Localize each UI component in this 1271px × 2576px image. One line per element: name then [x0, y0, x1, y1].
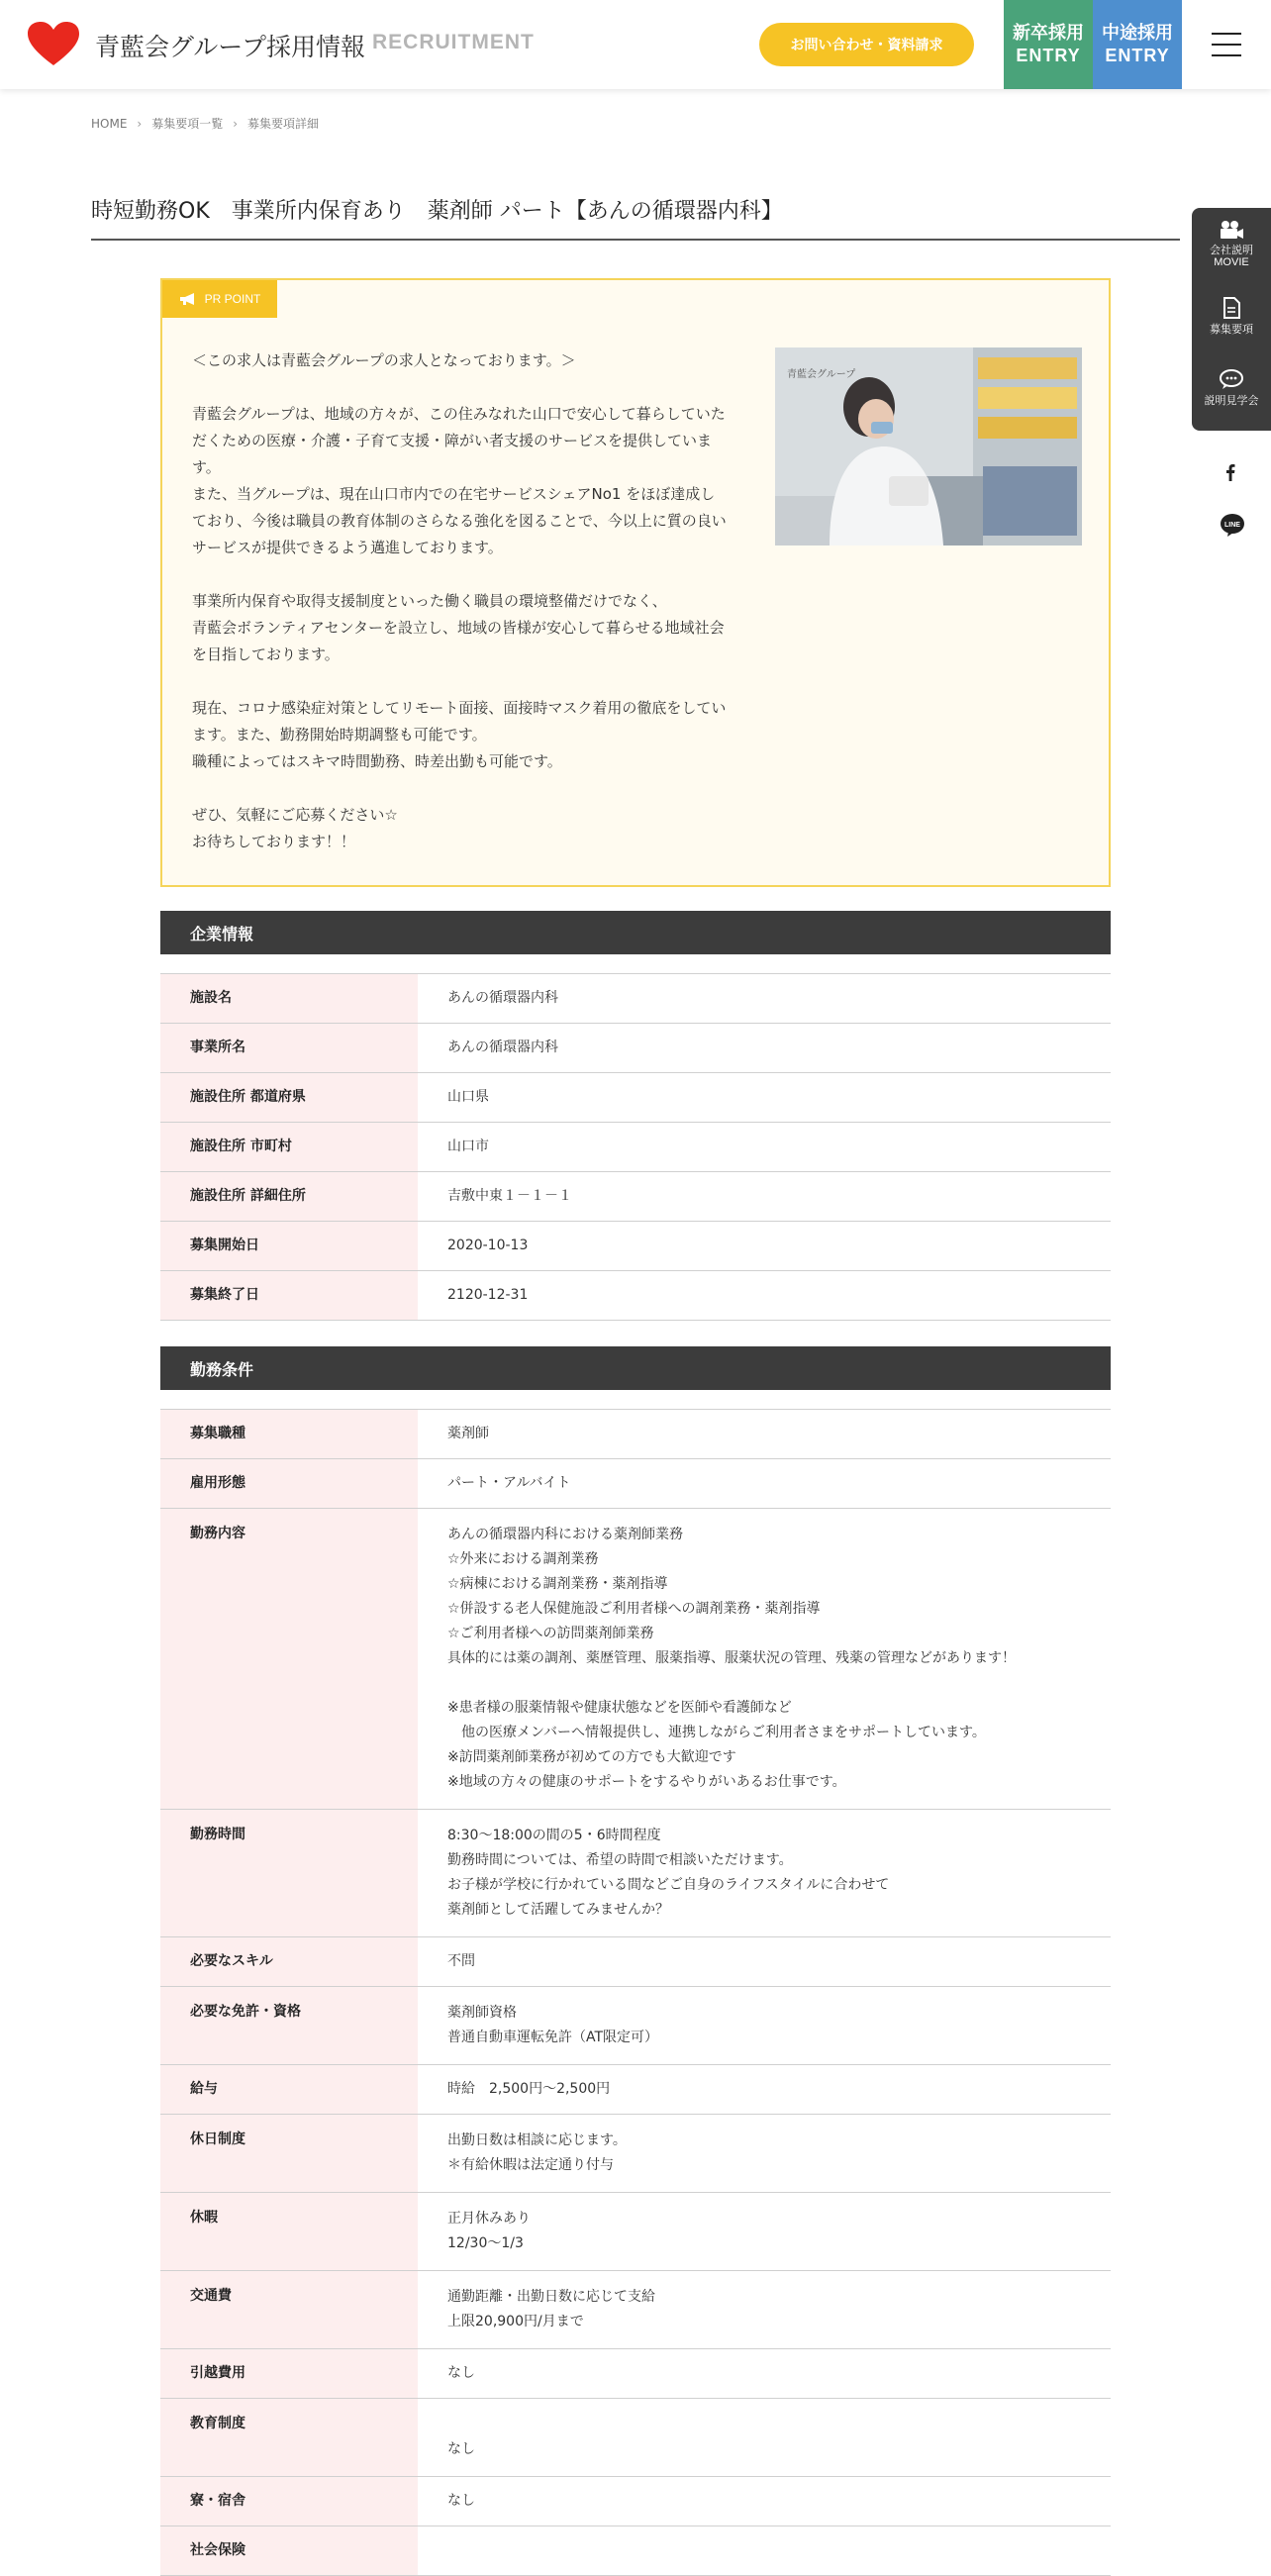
- table-row: [160, 1459, 1111, 1509]
- table-row: [160, 1123, 1111, 1172]
- table-row: [160, 1987, 1111, 2065]
- row-value: [418, 2526, 1111, 2575]
- pr-text: [192, 347, 727, 882]
- row-label: 教育制度: [160, 2399, 418, 2476]
- row-label: 勤務内容: [160, 1509, 418, 1809]
- row-label: 施設住所 詳細住所: [160, 1172, 418, 1221]
- pr-point-label: PR POINT: [204, 292, 261, 306]
- line-icon[interactable]: [1220, 513, 1245, 537]
- site-header: [0, 0, 1271, 89]
- heart-logo-icon[interactable]: [28, 22, 79, 67]
- row-label: 施設住所 市町村: [160, 1123, 418, 1171]
- row-value: 山口県: [447, 1089, 489, 1105]
- row-label: 給与: [160, 2065, 418, 2114]
- new-entry-label: 新卒採用: [1013, 22, 1084, 44]
- pr-paragraph: 現在、コロナ感染症対策としてリモート面接、面接時マスク着用の徹底をしています。また、勤務開始時期調整も可能です。 職種によってはスキマ時間勤務、時差出勤も可能です。: [192, 699, 727, 770]
- mid-career-entry-button[interactable]: [1093, 0, 1182, 89]
- pr-point-badge: [162, 280, 277, 318]
- row-label: 引越費用: [160, 2349, 418, 2398]
- row-value: 正月休みあり 12/30～1/3: [447, 2211, 531, 2251]
- pharmacist-photo: [775, 347, 1082, 545]
- row-label: 勤務時間: [160, 1810, 418, 1936]
- row-value: 8:30～18:00の間の5・6時間程度 勤務時間については、希望の時間で相談いただけます。 お子様が学校に行かれている間などご自身のライフスタイルに合わせて 薬剤師として活躍してみませんか？: [447, 1828, 890, 1918]
- row-value: あんの循環器内科: [447, 1040, 558, 1055]
- side-floating-nav: [1192, 208, 1271, 431]
- work-conditions-heading: 勤務条件: [160, 1346, 1111, 1390]
- row-label: 雇用形態: [160, 1459, 418, 1508]
- row-label: 休日制度: [160, 2115, 418, 2192]
- table-row: [160, 1024, 1111, 1073]
- row-label: 施設住所 都道府県: [160, 1073, 418, 1122]
- row-label: 社会保険: [160, 2526, 418, 2575]
- side-seminar-label: 説明見学会: [1204, 394, 1259, 407]
- pr-paragraph: ＜この求人は青藍会グループの求人となっております。＞: [192, 351, 576, 369]
- new-graduate-entry-button[interactable]: [1004, 0, 1093, 89]
- row-label: 募集開始日: [160, 1222, 418, 1270]
- video-camera-icon: [1219, 220, 1244, 240]
- pr-paragraph: 事業所内保育や取得支援制度といった働く職員の環境整備だけでなく、 青藍会ボランティアセンターを設立し、地域の皆様が安心して暮らせる地域社会を目指しております。: [192, 592, 725, 663]
- row-label: 寮・宿舎: [160, 2477, 418, 2526]
- pr-point-box: [160, 278, 1111, 887]
- row-value: なし: [447, 2365, 475, 2381]
- breadcrumb-current: 募集要項詳細: [247, 117, 320, 131]
- chevron-right-icon: ›: [233, 116, 239, 131]
- row-value: 薬剤師: [447, 1426, 489, 1441]
- table-row: [160, 1073, 1111, 1123]
- side-recruit-link[interactable]: [1192, 297, 1271, 336]
- breadcrumb: [91, 115, 319, 132]
- row-value: 薬剤師資格 普通自動車運転免許（AT限定可）: [447, 2005, 659, 2045]
- mid-entry-label: 中途採用: [1102, 22, 1173, 44]
- row-value: 2020-10-13: [447, 1238, 529, 1253]
- row-value: 時給 2,500円～2,500円: [447, 2081, 611, 2097]
- pr-paragraph: 青藍会グループは、地域の方々が、この住みなれた山口で安心して暮らしていただくための医療・介護・子育て支援・障がい者支援のサービスを提供しています。 また、当グループは、現在山口市内での在宅サービスシェアNo1 をほぼ達成しており、今後は職員の教育体制のさらなる強化を図ることで、今以上に質の良いサービスが提供できるよう邁進しております。: [192, 405, 727, 556]
- row-value: なし: [447, 2441, 475, 2457]
- contact-button[interactable]: お問い合わせ・資料請求: [759, 23, 974, 66]
- row-label: 募集終了日: [160, 1271, 418, 1320]
- side-recruit-label: 募集要項: [1210, 323, 1253, 336]
- svg-text:LINE: LINE: [1224, 522, 1240, 529]
- table-row: [160, 2193, 1111, 2271]
- row-label: 必要なスキル: [160, 1937, 418, 1986]
- row-value: 出勤日数は相談に応じます。 ＊有給休暇は法定通り付与: [447, 2132, 627, 2173]
- row-value: 吉敷中東１－１－１: [447, 1188, 572, 1204]
- row-value: あんの循環器内科: [447, 990, 558, 1006]
- table-row: [160, 2526, 1111, 2576]
- side-movie-sublabel: MOVIE: [1214, 256, 1249, 269]
- table-row: [160, 2349, 1111, 2399]
- row-value: なし: [447, 2493, 475, 2509]
- side-movie-label: 会社説明: [1210, 244, 1253, 256]
- megaphone-icon: [179, 292, 197, 306]
- table-row: [160, 1222, 1111, 1271]
- site-subtitle: RECRUITMENT: [372, 31, 535, 53]
- table-row: [160, 1271, 1111, 1321]
- table-row: [160, 2065, 1111, 2115]
- table-row: [160, 2477, 1111, 2526]
- site-title[interactable]: 青藍会グループ採用情報: [95, 33, 366, 61]
- row-label: 施設名: [160, 974, 418, 1023]
- photo-caption: 青藍会グループ: [787, 369, 856, 380]
- breadcrumb-recruit-list[interactable]: 募集要項一覧: [151, 117, 224, 131]
- row-value: あんの循環器内科における薬剤師業務 ☆外来における調剤業務 ☆病棟における調剤業務・薬剤指導 ☆併設する老人保健施設ご利用者様への調剤業務・薬剤指導 ☆ご利用者様への訪問薬剤師業務 具体的には薬の調剤、薬歴管理、服薬指導、服薬状況の管理、残薬の管理などがあります！ ※患者様の服薬情報や健康状態などを医師や看護師など 他の医療メンバーへ情報提供し、連携しながらご利用者さまをサポートしています。 ※訪問薬剤師業務が初めての方でも大歓迎です ※地域の方々の健康のサポートをするやりがいあるお仕事です。: [447, 1527, 1016, 1790]
- row-value: 2120-12-31: [447, 1287, 529, 1303]
- row-value: 山口市: [447, 1139, 489, 1154]
- table-row: [160, 2115, 1111, 2193]
- mid-entry-sublabel: ENTRY: [1105, 46, 1170, 65]
- facebook-icon[interactable]: [1220, 461, 1241, 483]
- row-label: 募集職種: [160, 1410, 418, 1458]
- table-row: [160, 1172, 1111, 1222]
- breadcrumb-home[interactable]: HOME: [91, 116, 128, 131]
- table-row: [160, 1810, 1111, 1937]
- hamburger-menu-icon[interactable]: [1212, 33, 1241, 56]
- row-value: パート・アルバイト: [447, 1475, 571, 1491]
- chevron-right-icon: ›: [137, 116, 143, 131]
- table-row: [160, 2271, 1111, 2349]
- row-value: 不問: [447, 1953, 475, 1969]
- row-label: 休暇: [160, 2193, 418, 2270]
- row-label: 交通費: [160, 2271, 418, 2348]
- page-title: 時短勤務OK 事業所内保育あり 薬剤師 パート【あんの循環器内科】: [91, 194, 1180, 241]
- table-row: [160, 974, 1111, 1024]
- table-row: [160, 1509, 1111, 1810]
- side-movie-link[interactable]: [1192, 220, 1271, 269]
- row-label: 必要な免許・資格: [160, 1987, 418, 2064]
- table-row: [160, 1410, 1111, 1459]
- row-value: 通勤距離・出勤日数に応じて支給 上限20,900円/月まで: [447, 2289, 655, 2329]
- pr-paragraph: ぜひ、気軽にご応募ください☆ お待ちしております！！: [192, 806, 398, 850]
- company-info-heading: 企業情報: [160, 911, 1111, 954]
- new-entry-sublabel: ENTRY: [1016, 46, 1081, 65]
- row-label: 事業所名: [160, 1024, 418, 1072]
- table-row: [160, 1937, 1111, 1987]
- chat-bubble-icon: [1219, 368, 1244, 390]
- work-conditions-table: [160, 1409, 1111, 2576]
- company-info-table: [160, 973, 1111, 1321]
- document-icon: [1222, 297, 1240, 319]
- side-seminar-link[interactable]: [1192, 368, 1271, 407]
- table-row: [160, 2399, 1111, 2477]
